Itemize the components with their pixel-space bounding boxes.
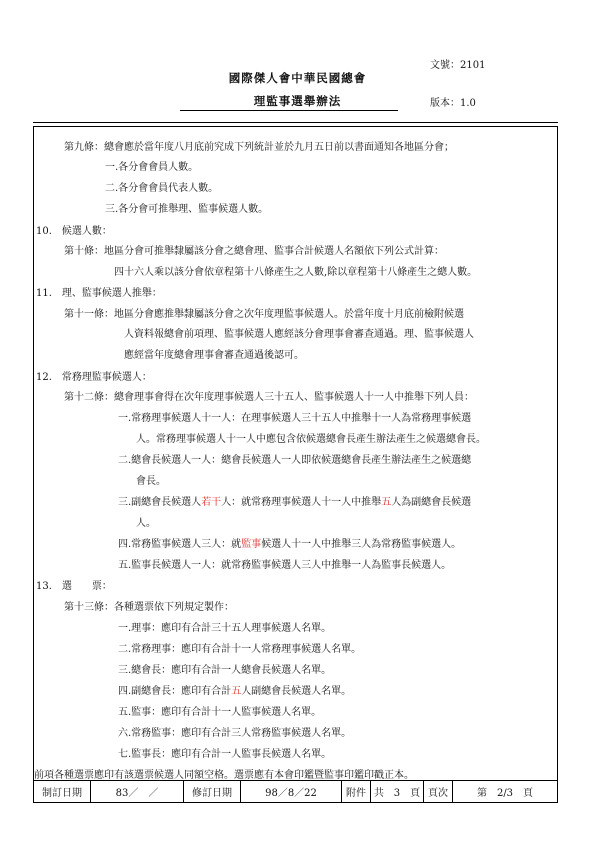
list-item <box>118 682 351 697</box>
list-item: 一.常務理事候選人十一人：在理事候選人三十五人中推舉十一人為常務理事候選 <box>118 413 472 424</box>
created-date-label: 制訂日期 <box>34 781 91 803</box>
title-underline <box>180 110 398 111</box>
article-11-text: 人資料報總會前項理、監事候選人應經該分會理事會審查通過。理、監事候選人 <box>124 329 474 340</box>
frame-top-rule <box>33 122 558 123</box>
section-heading: 13. 選 票： <box>36 581 112 592</box>
list-item-text: 四.副總會長：應印有合計 <box>118 686 232 697</box>
list-item-text: 候選人十一人中推舉三人為常務監事候選人。 <box>261 539 462 550</box>
list-item <box>118 493 471 508</box>
version-number: 版本：1.0 <box>430 98 476 109</box>
closing-note: 前項各種選票應印有該選票候選人同額空格。選票應有本會印鑑暨監事印鑑印戳正本。 <box>34 770 414 781</box>
list-item-text: 人為副總會長候選 <box>391 497 472 508</box>
revised-date-value: 98／8／22 <box>241 781 342 803</box>
list-item-text: 四.常務監事候選人三人：就 <box>118 539 242 550</box>
article-9-heading: 第九條：總會應於當年度八月底前究成下列統計並於九月五日前以書面通知各地區分會； <box>64 142 454 153</box>
document-footer-table <box>33 780 558 803</box>
formula-text: 四十六人乘以該分會依章程第十八條產生之人數,除以章程第十八條產生之總人數。 <box>114 267 478 278</box>
list-item: 二.各分會會員代表人數。 <box>105 183 219 194</box>
emphasis-text: 若干 <box>201 497 222 508</box>
list-item: 七.監事長：應印有合計一人監事長候選人名單。 <box>118 749 332 760</box>
emphasis-text: 五 <box>381 497 392 508</box>
revised-date-label: 修訂日期 <box>184 781 241 803</box>
article-12-text: 第十二條：總會理事會得在次年度理事候選人三十五人、監事候選人十一人中推舉下列人員： <box>64 392 474 403</box>
section-heading: 11. 理、監事候選人推舉： <box>36 288 162 299</box>
section-heading: 12. 常務理監事候選人： <box>36 372 152 383</box>
list-item: 會長。 <box>136 476 166 487</box>
page-number: 第 2/3 頁 <box>453 781 558 803</box>
document-number: 文號：2101 <box>430 60 486 71</box>
list-item-text: 三.副總會長候選人 <box>118 497 202 508</box>
page-label: 頁次 <box>424 781 453 803</box>
list-item <box>118 535 461 550</box>
created-date-value: 83／ ／ <box>91 781 184 803</box>
list-item: 六.常務監事：應印有合計三人常務監事候選人名單。 <box>118 728 352 739</box>
list-item: 三.總會長：應印有合計一人總會長候選人名單。 <box>118 665 332 676</box>
article-11-text: 第十一條：地區分會應推舉隸屬該分會之次年度理監事候選人。於當年度十月底前檢附候選 <box>64 309 464 320</box>
list-item: 二.總會長候選人一人：總會長候選人一人即依候選總會長產生辦法產生之候選總 <box>118 455 472 466</box>
list-item: 人。 <box>136 518 156 529</box>
list-item: 一.各分會會員人數。 <box>105 162 199 173</box>
list-item-text: 人：就常務理事候選人十一人中推舉 <box>221 497 382 508</box>
attachment-count: 共 3 頁 <box>371 781 424 803</box>
article-11-text: 應經當年度總會理事會審查通過後認可。 <box>124 350 304 361</box>
organization-name: 國際傑人會中華民國總會 <box>228 71 367 85</box>
list-item: 五.監事：應印有合計十一人監事候選人名單。 <box>118 707 322 718</box>
emphasis-text: 監事 <box>241 539 262 550</box>
list-item: 三.各分會可推舉理、監事候選人數。 <box>105 204 269 215</box>
list-item: 一.理事：應印有合計三十五人理事候選人名單。 <box>118 623 332 634</box>
emphasis-text: 五 <box>231 686 242 697</box>
attachment-label: 附件 <box>342 781 371 803</box>
article-13-text: 第十三條：各種選票依下列規定製作： <box>64 602 234 613</box>
section-heading: 10. 候選人數： <box>36 226 112 237</box>
list-item: 二.常務理事：應印有合計十一人常務理事候選人名單。 <box>118 644 362 655</box>
list-item: 人。常務理事候選人十一人中應包含依候選總會長產生辦法產生之候選總會長。 <box>136 434 486 445</box>
list-item: 五.監事長候選人一人：就常務監事候選人三人中推舉一人為監事長候選人。 <box>118 560 452 571</box>
list-item-text: 人副總會長候選人名單。 <box>241 686 352 697</box>
article-10-text: 第十條：地區分會可推舉隸屬該分會之總會理、監事合計候選人名額依下列公式計算： <box>64 246 444 257</box>
document-title: 理監事選舉辦法 <box>253 94 342 108</box>
